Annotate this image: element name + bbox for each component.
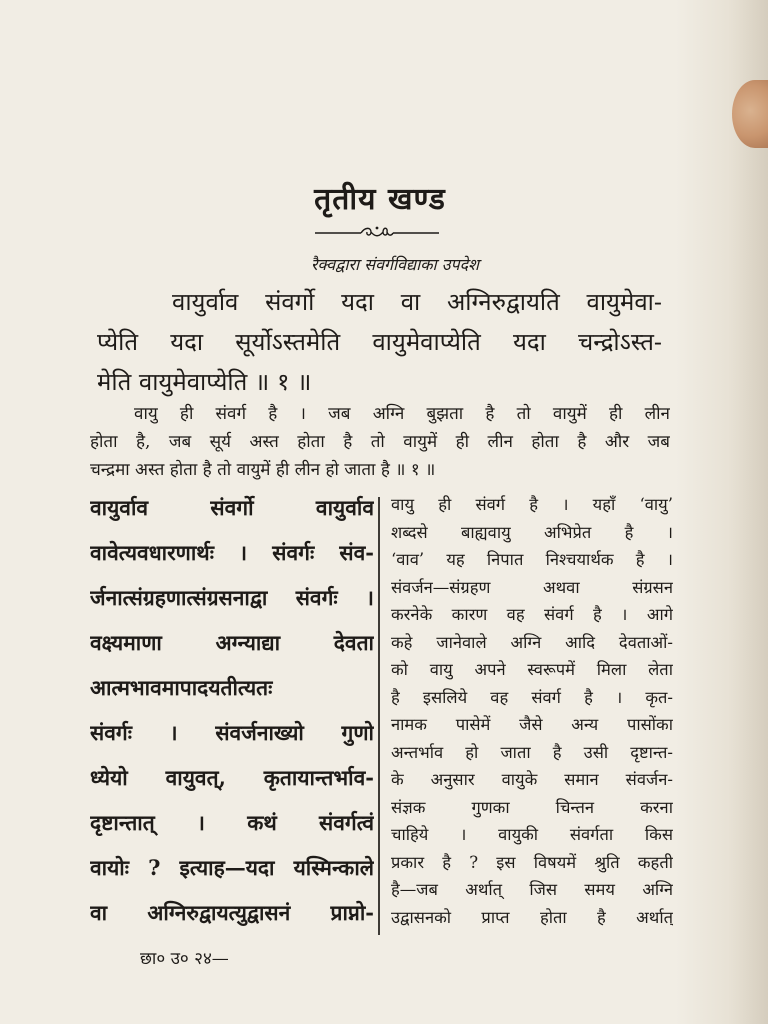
sanskrit-commentary-line: वा अग्निरुद्वायत्युद्वासनं प्राप्नो-: [90, 900, 374, 925]
hindi-commentary: [391, 491, 673, 931]
hindi-commentary-line: प्रकार है ? इस विषयमें श्रुति कहती: [391, 852, 673, 872]
mantra-verse: [97, 282, 662, 402]
hindi-commentary-line: को वायु अपने स्वरूपमें मिला लेता: [391, 660, 673, 679]
mantra-line: प्येति यदा सूर्योऽस्तमेति वायुमेवाप्येति यदा चन्द्रोऽस्त-: [97, 328, 662, 356]
page-signature: छा० उ० २४—: [140, 949, 229, 969]
hindi-commentary-line: कहे जानेवाले अग्नि आदि देवताओं-: [391, 632, 673, 652]
hindi-commentary-line: संज्ञक गुणका चिन्तन करना: [391, 797, 673, 817]
mantra-translation: [90, 400, 670, 484]
sanskrit-commentary-line: वावेत्यवधारणार्थः । संवर्गः संव-: [90, 540, 374, 565]
sanskrit-commentary-line: दृष्टान्तात् । कथं संवर्गत्वं: [90, 810, 374, 835]
column-divider: [378, 497, 380, 935]
hindi-commentary-line: वायु ही संवर्ग है । यहाँ ‘वायु’: [391, 495, 673, 514]
sanskrit-commentary-line: वक्ष्यमाणा अग्न्याद्या देवता: [90, 630, 374, 655]
hindi-commentary-line: है—जब अर्थात् जिस समय अग्नि: [391, 880, 673, 899]
page-edge-shadow: [728, 0, 768, 1024]
title-ornament: [313, 225, 441, 241]
section-subtitle: रैक्वद्वारा संवर्गविद्याका उपदेश: [310, 255, 479, 274]
sanskrit-commentary-line: ध्येयो वायुवत्, कृतायान्तर्भाव-: [90, 765, 374, 790]
hindi-commentary-line: है इसलिये वह संवर्ग है । कृत-: [391, 687, 673, 707]
sanskrit-commentary-line: वायोः ? इत्याह—यदा यस्मिन्काले: [90, 855, 374, 880]
section-title: तृतीय खण्ड: [314, 182, 446, 217]
hindi-commentary-line: संवर्जन—संग्रहण अथवा संग्रसन: [391, 577, 673, 597]
translation-line: चन्द्रमा अस्त होता है तो वायुमें ही लीन हो जाता है ॥ १ ॥: [90, 460, 436, 480]
translation-line: होता है, जब सूर्य अस्त होता है तो वायुमें ही लीन होता है और जब: [90, 432, 670, 452]
mantra-line: मेति वायुमेवाप्येति ॥ १ ॥: [97, 368, 312, 396]
hindi-commentary-line: नामक पासेमें जैसे अन्य पासोंका: [391, 715, 673, 734]
hindi-commentary-line: के अनुसार वायुके समान संवर्जन-: [391, 770, 673, 789]
sanskrit-commentary-line: वायुर्वाव संवर्गो वायुर्वाव: [90, 495, 374, 520]
translation-line: वायु ही संवर्ग है । जब अग्नि बुझता है तो वायुमें ही लीन: [134, 404, 670, 424]
mantra-line: वायुर्वाव संवर्गो यदा वा अग्निरुद्वायति वायुमेवा-: [172, 288, 662, 316]
hindi-commentary-line: शब्दसे बाह्यवायु अभिप्रेत है ।: [391, 522, 673, 542]
hindi-commentary-line: चाहिये । वायुकी संवर्गता किस: [391, 825, 673, 844]
sanskrit-commentary-line: आत्मभावमापादयतीत्यतः: [90, 675, 273, 700]
sanskrit-commentary-line: र्जनात्संग्रहणात्संग्रसनाद्वा संवर्गः ।: [90, 585, 374, 610]
sanskrit-commentary: [90, 485, 374, 935]
hindi-commentary-line: ‘वाव’ यह निपात निश्चयार्थक है ।: [391, 550, 673, 569]
hindi-commentary-line: करनेके कारण वह संवर्ग है । आगे: [391, 605, 673, 624]
sanskrit-commentary-line: संवर्गः । संवर्जनाख्यो गुणो: [90, 720, 374, 745]
hindi-commentary-line: अन्तर्भाव हो जाता है उसी दृष्टान्त-: [391, 742, 673, 762]
hindi-commentary-line: उद्वासनको प्राप्त होता है अर्थात्: [391, 907, 673, 927]
